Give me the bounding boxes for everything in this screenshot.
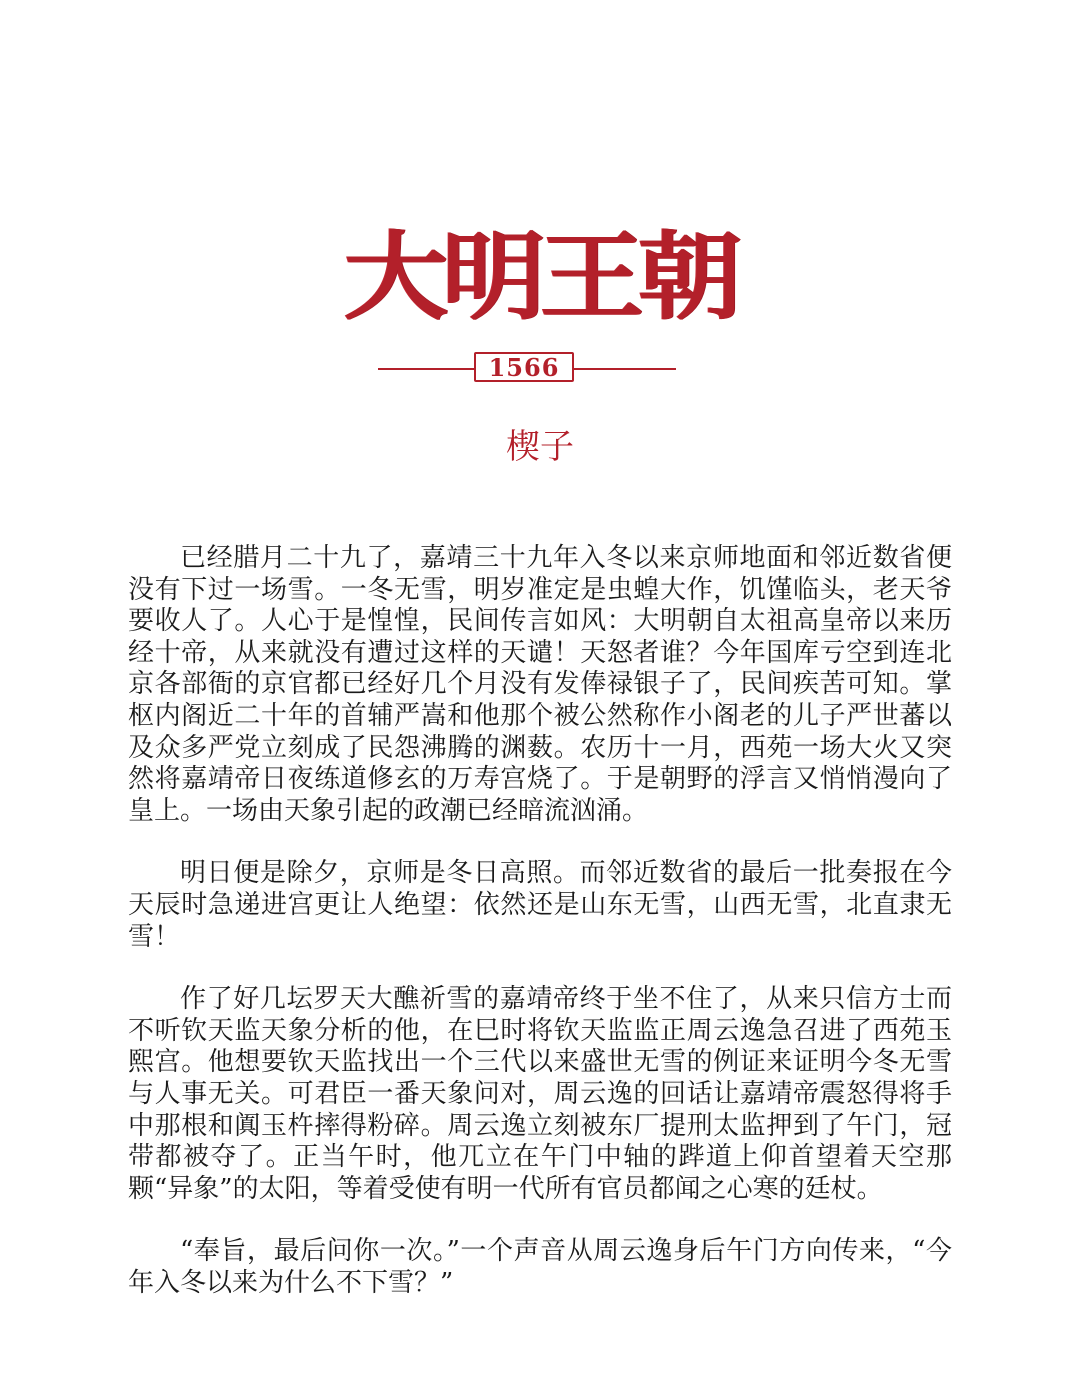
year-divider-left: [378, 368, 474, 370]
paragraph-2: 明日便是除夕，京师是冬日高照。而邻近数省的最后一批奏报在今天辰时急递进宫更让人绝望：依然还是山东无雪，山西无雪，北直隶无雪！: [128, 858, 952, 952]
chapter-title: 楔子: [506, 427, 574, 467]
book-title-logo: 大明王朝: [343, 220, 736, 334]
paragraph-1: 已经腊月二十九了，嘉靖三十九年入冬以来京师地面和邻近数省便没有下过一场雪。一冬无雪，明岁准定是虫蝗大作，饥馑临头，老天爷要收人了。人心于是惶惶，民间传言如风：大明朝自太祖高皇帝以来历经十帝，从来就没有遭过这样的天谴！天怒者谁？今年国库亏空到连北京各部衙的京官都已经好几个月没有发俸禄银子了，民间疾苦可知。掌枢内阁近二十年的首辅严嵩和他那个被公然称作小阁老的儿子严世蕃以及众多严党立刻成了民怨沸腾的渊薮。农历十一月，西苑一场大火又突然将嘉靖帝日夜练道修玄的万寿宫烧了。于是朝野的浮言又悄悄漫向了皇上。一场由天象引起的政潮已经暗流汹涌。: [128, 543, 952, 826]
year-label: 1566: [488, 352, 560, 382]
paragraph-3: 作了好几坛罗天大醮祈雪的嘉靖帝终于坐不住了，从来只信方士而不听钦天监天象分析的他，在巳时将钦天监监正周云逸急召进了西苑玉熙宫。他想要钦天监找出一个三代以来盛世无雪的例证来证明今冬无雪与人事无关。可君臣一番天象问对，周云逸的回话让嘉靖帝震怒得将手中那根和阗玉杵摔得粉碎。周云逸立刻被东厂提刑太监押到了午门，冠带都被夺了。正当午时，他兀立在午门中轴的跸道上仰首望着天空那颗“异象”的太阳，等着受使有明一代所有官员都闻之心寒的廷杖。: [128, 984, 952, 1204]
year-emblem: [378, 352, 676, 384]
chapter-body: [128, 543, 952, 1330]
year-divider-right: [574, 368, 676, 370]
paragraph-4: “奉旨，最后问你一次。”一个声音从周云逸身后午门方向传来，“今年入冬以来为什么不下雪？”: [128, 1236, 952, 1298]
year-frame: [474, 352, 574, 382]
